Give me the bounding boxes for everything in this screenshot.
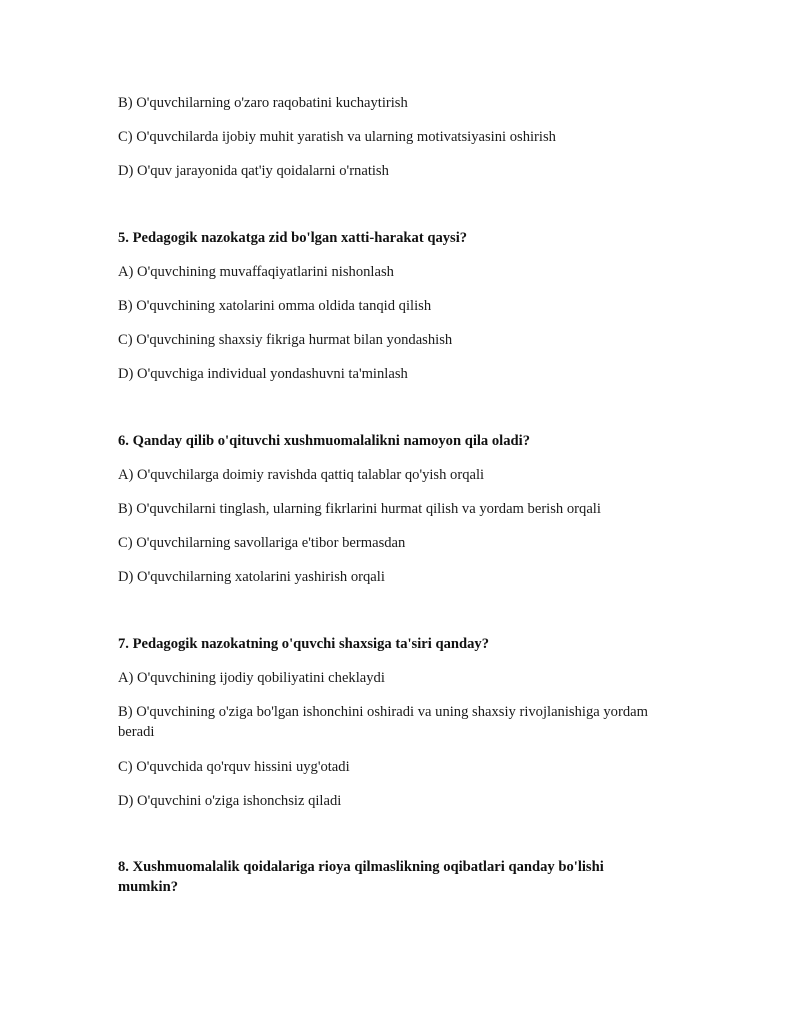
question-5: 5. Pedagogik nazokatga zid bo'lgan xatti-harakat qaysi? (118, 230, 468, 246)
q6-option-d: D) O'quvchilarning xatolarini yashirish orqali (118, 569, 385, 585)
q4-option-d: D) O'quv jarayonida qat'iy qoidalarni o'rnatish (118, 163, 389, 179)
q7-option-d: D) O'quvchini o'ziga ishonchsiz qiladi (118, 793, 342, 809)
question-8: 8. Xushmuomalalik qoidalariga rioya qilmaslikning oqibatlari qanday bo'lishi mumkin? (118, 859, 604, 895)
q6-option-c: C) O'quvchilarning savollariga e'tibor bermasdan (118, 535, 406, 551)
q6-option-b: B) O'quvchilarni tinglash, ularning fikrlarini hurmat qilish va yordam berish orqali (118, 501, 601, 517)
q5-option-d: D) O'quvchiga individual yondashuvni ta'minlash (118, 366, 408, 382)
q4-option-b: B) O'quvchilarning o'zaro raqobatini kuchaytirish (118, 95, 408, 111)
question-7: 7. Pedagogik nazokatning o'quvchi shaxsiga ta'siri qanday? (118, 636, 490, 652)
q7-option-b: B) O'quvchining o'ziga bo'lgan ishonchini oshiradi va uning shaxsiy rivojlanishiga yordam beradi (118, 704, 648, 740)
q4-option-c: C) O'quvchilarda ijobiy muhit yaratish va ularning motivatsiyasini oshirish (118, 129, 556, 145)
q7-option-a: A) O'quvchining ijodiy qobiliyatini cheklaydi (118, 670, 385, 686)
q5-option-a: A) O'quvchining muvaffaqiyatlarini nishonlash (118, 264, 394, 280)
q6-option-a: A) O'quvchilarga doimiy ravishda qattiq talablar qo'yish orqali (118, 467, 485, 483)
q7-option-c: C) O'quvchida qo'rquv hissini uyg'otadi (118, 759, 350, 775)
question-6: 6. Qanday qilib o'qituvchi xushmuomalalikni namoyon qila oladi? (118, 433, 530, 449)
q5-option-c: C) O'quvchining shaxsiy fikriga hurmat bilan yondashish (118, 332, 453, 348)
q5-option-b: B) O'quvchining xatolarini omma oldida tanqid qilish (118, 298, 432, 314)
